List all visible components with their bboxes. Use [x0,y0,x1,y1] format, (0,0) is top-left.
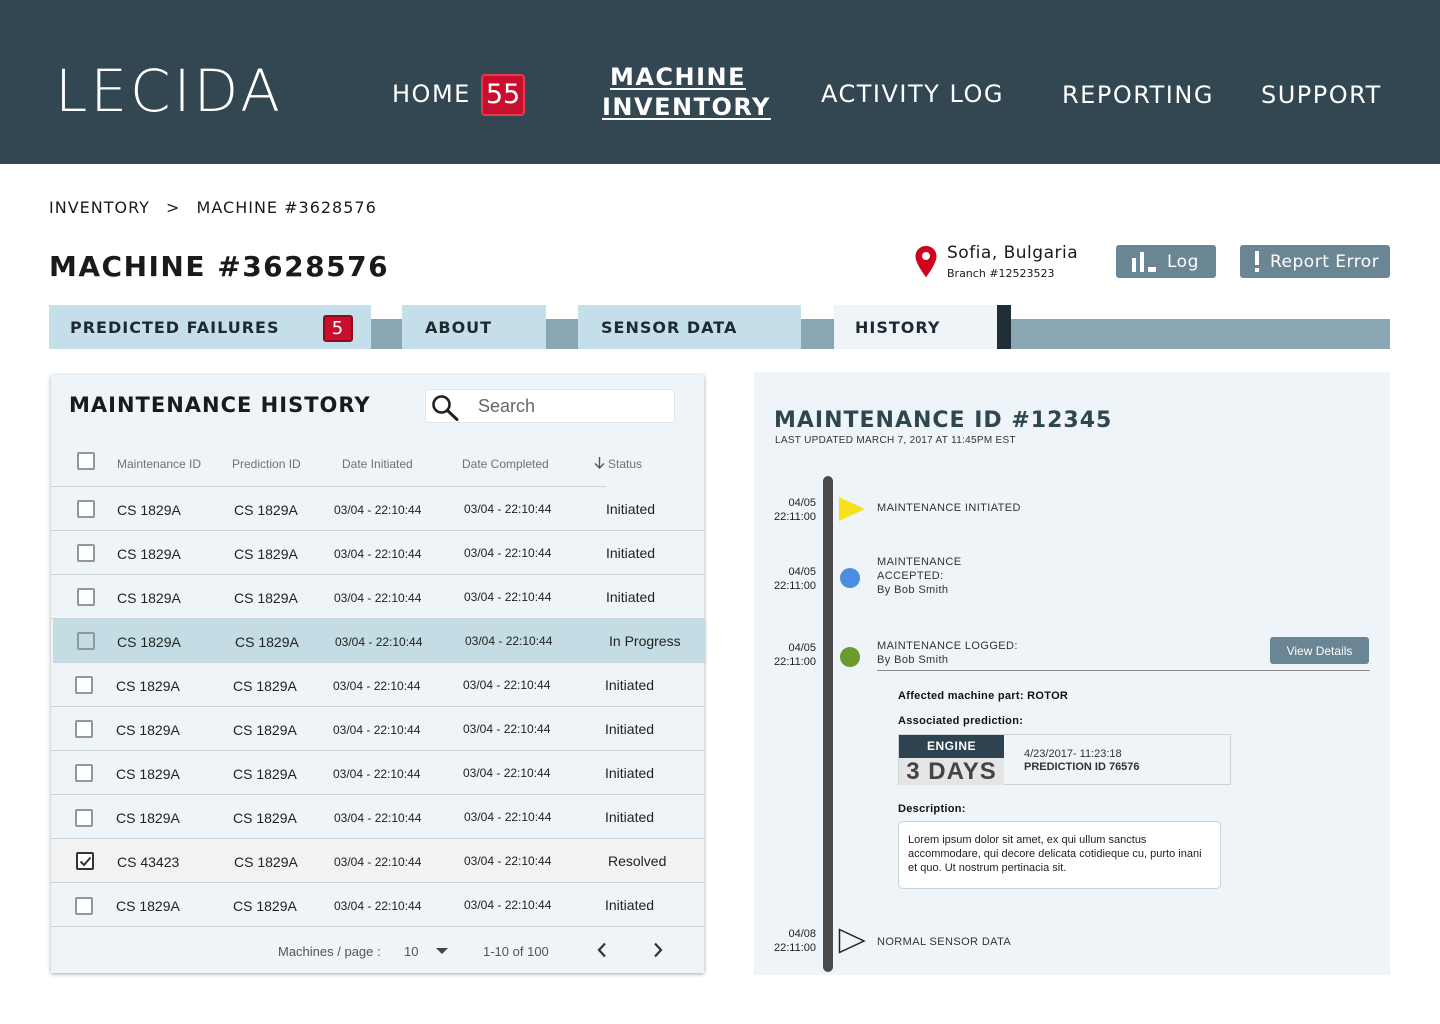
maintenance-history-title: MAINTENANCE HISTORY [69,393,371,417]
event-initiated-text: MAINTENANCE INITIATED [877,502,1021,514]
breadcrumb-current: MACHINE #3628576 [196,198,377,217]
maintenance-detail-panel [754,372,1390,975]
nav-activity-log[interactable]: ACTIVITY LOG [821,80,1004,108]
cell-prediction-id: CS 1829A [233,810,297,826]
event-accepted-date: 04/05 [788,566,816,578]
affected-part-value: ROTOR [1027,690,1069,702]
cell-maintenance-id: CS 43423 [117,854,180,870]
cell-maintenance-id: CS 1829A [116,722,180,738]
description-label: Description: [898,803,966,815]
cell-date-completed: 03/04 - 22:10:44 [464,546,552,560]
cell-prediction-id: CS 1829A [234,854,298,870]
event-logged-time [764,641,816,669]
tab-predicted-failures[interactable] [49,305,371,349]
prediction-component: ENGINE [899,735,1004,758]
row-checkbox[interactable] [75,809,93,827]
cell-prediction-id: CS 1829A [233,722,297,738]
cell-date-completed: 03/04 - 22:10:44 [463,722,551,736]
event-accepted-time [764,565,816,593]
table-row[interactable] [51,795,704,839]
event-logged-line1: MAINTENANCE LOGGED: [877,640,1018,652]
cell-date-completed: 03/04 - 22:10:44 [464,590,552,604]
row-checkbox[interactable] [77,632,95,650]
table-row[interactable] [51,575,704,619]
table-row[interactable] [51,839,704,883]
cell-status: Initiated [605,809,655,825]
cell-date-completed: 03/04 - 22:10:44 [463,766,551,780]
description-text: Lorem ipsum dolor sit amet, ex qui ullum sanctus accommodare, qui decore delicata cotidieque cu, purto inani et quo. Ut nostrum pertinacia sit. [898,821,1221,889]
search-input[interactable] [478,393,668,420]
col-date-completed[interactable]: Date Completed [462,457,549,471]
prev-page-button[interactable] [597,942,607,961]
event-accepted-line3: By Bob Smith [877,584,949,596]
cell-date-initiated: 03/04 - 22:10:44 [334,547,422,561]
search-icon[interactable] [430,393,460,421]
nav-home[interactable]: HOME [392,80,471,108]
cell-prediction-id: CS 1829A [234,502,298,518]
cell-status: Initiated [606,501,656,517]
per-page-value: 10 [404,944,419,959]
logged-status-dot [840,647,860,667]
row-checkbox[interactable] [77,588,95,606]
top-navigation-bar [0,0,1440,164]
event-logged-clock: 22:11:00 [773,656,816,668]
report-error-button[interactable] [1240,245,1390,278]
cell-status: Initiated [605,897,655,913]
cell-prediction-id: CS 1829A [234,546,298,562]
cell-date-initiated: 03/04 - 22:10:44 [334,899,422,913]
event-initiated-clock: 22:11:00 [773,511,816,523]
report-error-label: Report Error [1270,251,1380,272]
table-row[interactable] [51,663,704,707]
location-branch: Branch #12523523 [947,267,1055,280]
table-row[interactable] [51,531,704,575]
checkmark-icon [79,855,92,868]
table-row[interactable] [51,487,704,531]
search-box [425,389,675,423]
tab-history[interactable]: HISTORY [834,305,999,349]
nav-reporting[interactable]: REPORTING [1062,81,1214,109]
col-status[interactable] [594,457,642,471]
maintenance-id-title: MAINTENANCE ID #12345 [774,408,1113,433]
page-title: MACHINE #3628576 [49,250,390,283]
breadcrumb-inventory[interactable]: INVENTORY [49,198,150,217]
cell-prediction-id: CS 1829A [233,678,297,694]
cell-maintenance-id: CS 1829A [117,502,181,518]
cell-status: Initiated [605,765,655,781]
cell-maintenance-id: CS 1829A [116,678,180,694]
cell-date-initiated: 03/04 - 22:10:44 [335,635,423,649]
per-page-label: Machines / page : [278,944,381,959]
event-accepted-line1: MAINTENANCE [877,556,962,568]
table-pagination [51,929,704,973]
col-prediction-id[interactable]: Prediction ID [232,457,301,471]
cell-date-initiated: 03/04 - 22:10:44 [334,503,422,517]
event-normal-time [764,927,816,955]
associated-prediction-label: Associated prediction: [898,715,1024,727]
cell-date-completed: 03/04 - 22:10:44 [464,898,552,912]
event-logged-text [877,639,1018,667]
page-range: 1-10 of 100 [483,944,549,959]
event-normal-date: 04/08 [788,928,816,940]
table-row[interactable] [51,707,704,751]
cell-date-initiated: 03/04 - 22:10:44 [333,723,421,737]
cell-maintenance-id: CS 1829A [117,546,181,562]
location-pin-icon [914,245,938,279]
row-checkbox[interactable] [75,720,93,738]
cell-prediction-id: CS 1829A [233,766,297,782]
chevron-right-icon [653,942,663,958]
event-accepted-clock: 22:11:00 [773,580,816,592]
event-logged-line2: By Bob Smith [877,654,949,666]
event-initiated-date: 04/05 [788,497,816,509]
active-tab-indicator [997,305,1011,349]
location-city: Sofia, Bulgaria [947,243,1079,263]
sort-arrow-down-icon [594,457,605,469]
cell-status: Initiated [605,721,655,737]
table-row[interactable] [51,883,704,927]
nav-home-badge: 55 [481,74,525,116]
per-page-select[interactable] [404,944,448,959]
event-divider [877,670,1370,671]
log-button-label: Log [1167,251,1199,272]
cell-maintenance-id: CS 1829A [116,766,180,782]
cell-date-initiated: 03/04 - 22:10:44 [333,679,421,693]
log-button[interactable] [1116,245,1216,278]
cell-prediction-id: CS 1829A [235,634,299,650]
nav-machine-inventory[interactable] [602,62,771,122]
event-normal-text: NORMAL SENSOR DATA [877,936,1012,948]
nav-machine-inventory-line2: INVENTORY [602,93,771,121]
cell-date-completed: 03/04 - 22:10:44 [464,810,552,824]
cell-date-completed: 03/04 - 22:10:44 [464,854,552,868]
breadcrumb-separator: > [166,198,181,217]
cell-prediction-id: CS 1829A [233,898,297,914]
chevron-left-icon [597,942,607,958]
timeline-bar [823,476,833,972]
breadcrumb [49,198,387,217]
cell-maintenance-id: CS 1829A [116,810,180,826]
maintenance-history-panel [51,375,704,973]
nav-machine-inventory-line1: MACHINE [609,63,747,91]
view-details-button[interactable]: View Details [1270,637,1369,664]
cell-date-completed: 03/04 - 22:10:44 [464,502,552,516]
affected-part-label: Affected machine part: [898,690,1024,702]
cell-status: Initiated [605,677,655,693]
row-checkbox[interactable] [77,500,95,518]
col-date-initiated[interactable]: Date Initiated [342,457,413,471]
col-maintenance-id[interactable]: Maintenance ID [117,457,202,471]
cell-status: In Progress [609,633,681,649]
row-checkbox[interactable] [75,764,93,782]
tab-predicted-failures-label: PREDICTED FAILURES [70,317,280,337]
tab-about[interactable]: ABOUT [402,305,546,349]
nav-support[interactable]: SUPPORT [1261,81,1382,109]
prediction-datetime: 4/23/2017- 11:23:18 [1024,748,1122,760]
col-status-label: Status [608,457,643,471]
bar-chart-icon [1131,252,1157,272]
exclamation-icon [1254,251,1260,273]
prediction-eta: 3 DAYS [899,758,1004,785]
affected-part [898,690,1068,702]
row-checkbox-checked[interactable] [76,852,94,870]
cell-date-completed: 03/04 - 22:10:44 [465,634,553,648]
cell-date-initiated: 03/04 - 22:10:44 [334,811,422,825]
initiated-flag-icon [838,496,866,522]
dropdown-caret-icon [436,947,448,955]
table-row[interactable] [51,751,704,795]
tab-sensor-data[interactable]: SENSOR DATA [578,305,801,349]
cell-status: Resolved [608,853,667,869]
event-accepted-line2: ACCEPTED: [877,570,944,582]
cell-prediction-id: CS 1829A [234,590,298,606]
table-row-selected[interactable] [53,619,706,663]
cell-status: Initiated [606,589,656,605]
event-normal-clock: 22:11:00 [773,942,816,954]
row-checkbox[interactable] [75,897,93,915]
next-page-button[interactable] [653,942,663,961]
predicted-failures-badge: 5 [323,315,353,342]
cell-maintenance-id: CS 1829A [117,634,181,650]
select-all-checkbox[interactable] [77,452,95,470]
cell-status: Initiated [606,545,656,561]
event-initiated-time [764,496,816,524]
table-header [51,447,643,487]
prediction-id: PREDICTION ID 76576 [1024,761,1140,773]
cell-maintenance-id: CS 1829A [116,898,180,914]
cell-date-initiated: 03/04 - 22:10:44 [334,591,422,605]
row-checkbox[interactable] [77,544,95,562]
normal-flag-outline-icon [838,928,866,954]
event-accepted-text [877,555,961,597]
app-logo[interactable]: LECIDA [55,57,283,125]
accepted-status-dot [840,568,860,588]
cell-date-initiated: 03/04 - 22:10:44 [334,855,422,869]
cell-maintenance-id: CS 1829A [117,590,181,606]
cell-date-completed: 03/04 - 22:10:44 [463,678,551,692]
cell-date-initiated: 03/04 - 22:10:44 [333,767,421,781]
prediction-card[interactable] [898,734,1231,785]
row-checkbox[interactable] [75,676,93,694]
last-updated: LAST UPDATED MARCH 7, 2017 AT 11:45PM EST [775,435,1016,446]
event-logged-date: 04/05 [788,642,816,654]
